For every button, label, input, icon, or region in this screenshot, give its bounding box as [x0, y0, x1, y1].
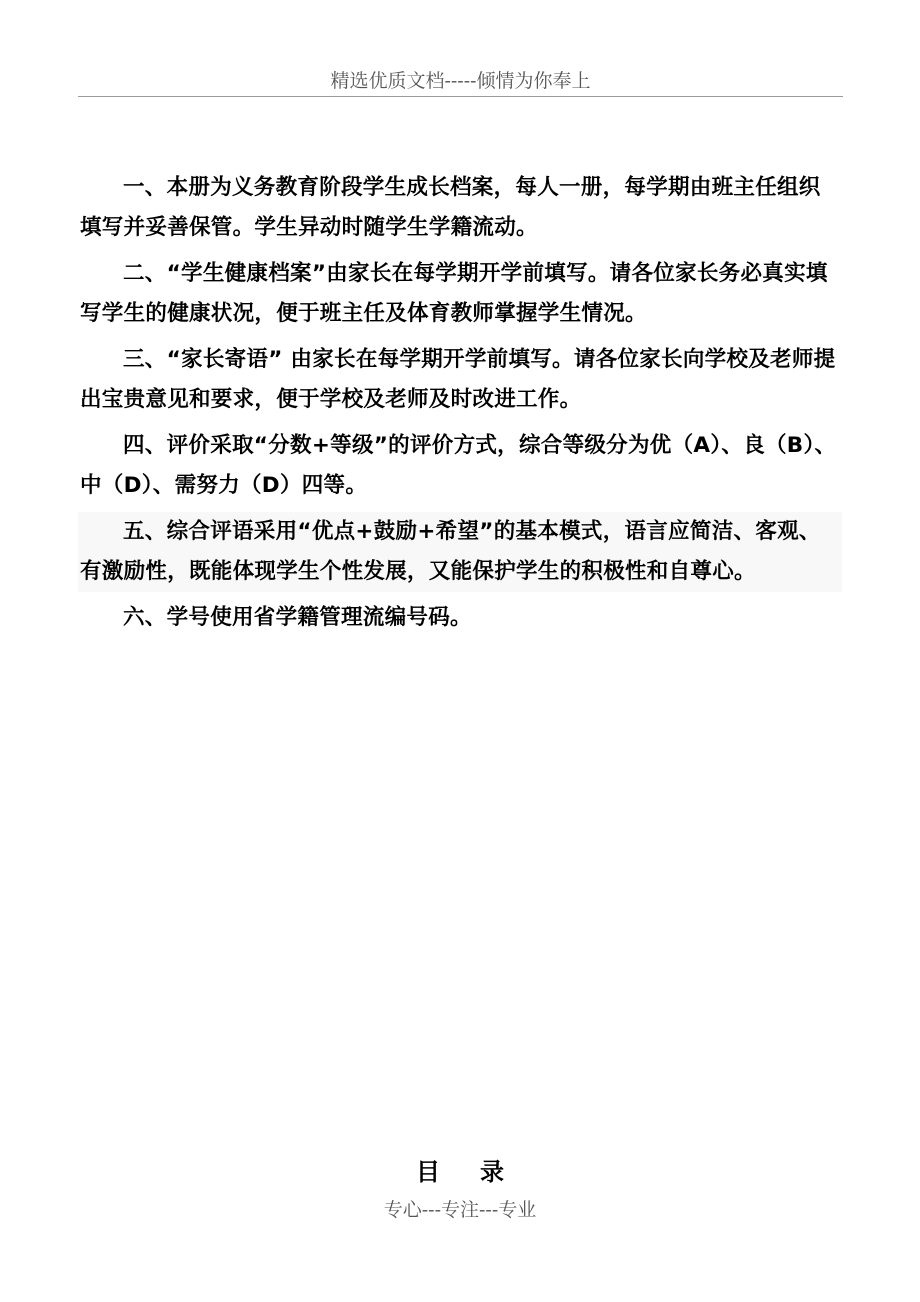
instruction-paragraph-6: 六、学号使用省学籍管理流编号码。: [123, 605, 472, 630]
instruction-paragraph-2: 二、“学生健康档案”由家长在每学期开学前填写。请各位家长务必真实填写学生的健康状况，便于班主任及体育教师掌握学生情况。: [80, 261, 828, 326]
instruction-paragraph-5: 五、综合评语采用“优点+鼓励+希望”的基本模式，语言应简洁、客观、有激励性，既能体现学生个性发展，又能保护学生的积极性和自尊心。: [78, 512, 842, 592]
toc-title: 目录: [416, 1158, 544, 1186]
instruction-paragraph-4: 四、评价采取“分数+等级”的评价方式，综合等级分为优（A）、良（B）、中（D）、需努力（D）四等。: [80, 433, 837, 498]
instructions-body: [80, 168, 842, 644]
page-footer: 专心---专注---专业: [383, 1199, 537, 1221]
page-header: 精选优质文档-----倾情为你奉上: [78, 66, 843, 97]
instruction-paragraph-3: 三、“家长寄语” 由家长在每学期开学前填写。请各位家长向学校及老师提出宝贵意见和要求，便于学校及老师及时改进工作。: [80, 347, 836, 412]
instruction-paragraph-1: 一、本册为义务教育阶段学生成长档案，每人一册，每学期由班主任组织填写并妥善保管。学生异动时随学生学籍流动。: [80, 175, 821, 240]
